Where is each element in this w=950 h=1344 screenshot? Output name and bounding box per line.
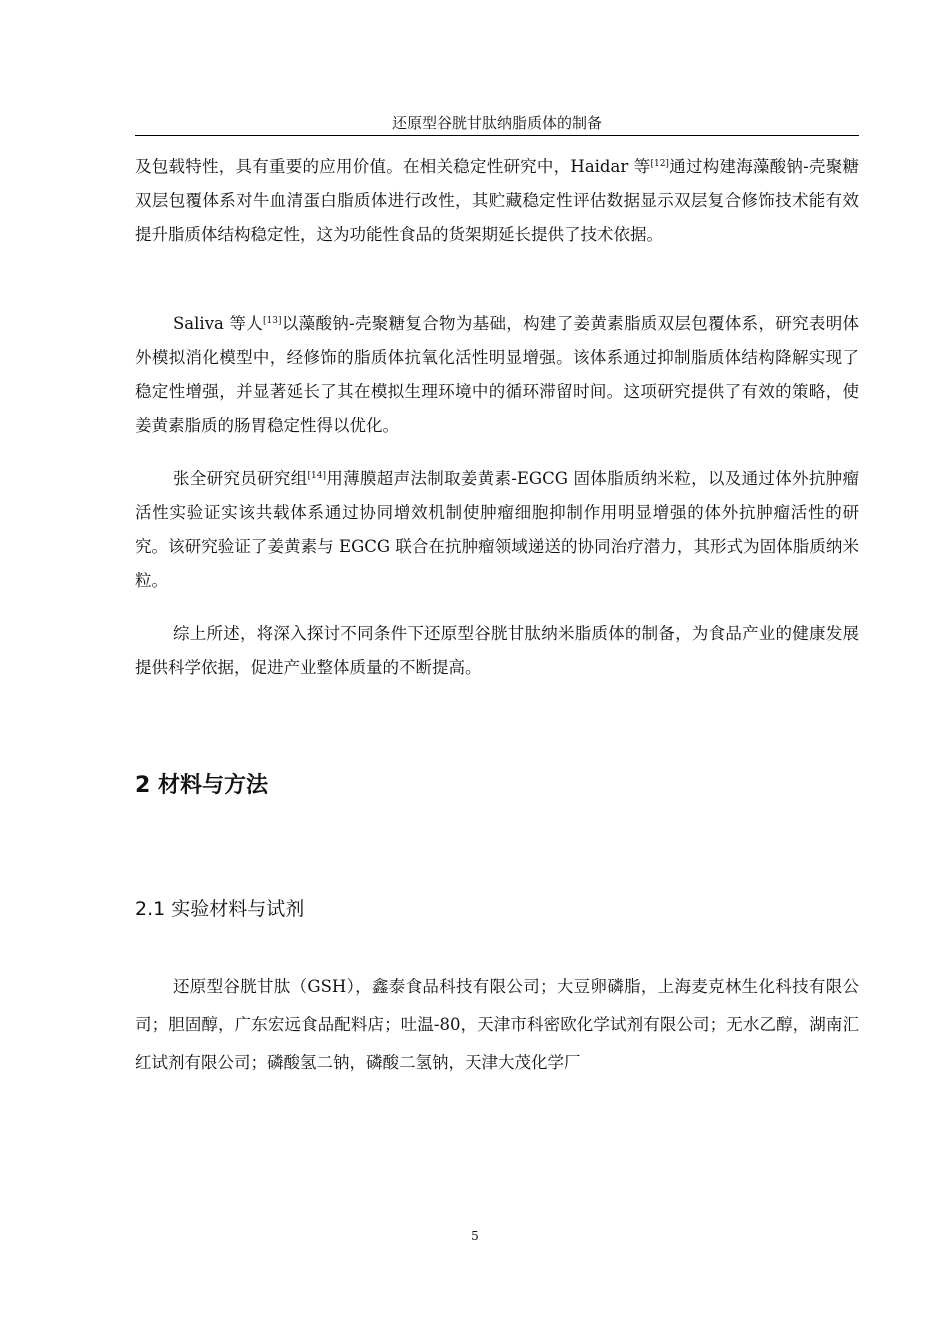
page-number: 5 [471,1229,479,1243]
paragraph-3-text-a: 张全研究员研究组 [173,469,308,488]
citation-12: [12] [650,159,669,169]
paragraph-1-text-a: 及包载特性，具有重要的应用价值。在相关稳定性研究中，Haidar 等 [135,157,651,176]
paragraph-2 [135,307,859,443]
paragraph-3 [135,462,859,598]
paragraph-1-text-b: 通过构建海藻酸钠-壳聚糖双层包覆体系对牛血清蛋白脂质体进行改性，其贮藏稳定性评估数据显示双层复合修饰技术能有效提升脂质体结构稳定性，这为功能性食品的货架期延长提供了技术依据。 [135,157,859,244]
section-heading: 2 材料与方法 [135,773,268,798]
citation-13: [13] [263,316,282,326]
header-title: 还原型谷胱甘肽纳脂质体的制备 [391,114,602,132]
citation-14: [14] [307,471,327,481]
paragraph-2-text-a: Saliva 等人 [173,314,264,333]
materials-paragraph: 还原型谷胱甘肽（GSH），鑫泰食品科技有限公司；大豆卵磷脂，上海麦克林生化科技有限公司；胆固醇，广东宏远食品配料店；吐温-80，天津市科密欧化学试剂有限公司；无水乙醇，湖南汇红试剂有限公司；磷酸氢二钠，磷酸二氢钠，天津大茂化学厂 [135,977,859,1072]
paragraph-4: 综上所述，将深入探讨不同条件下还原型谷胱甘肽纳米脂质体的制备，为食品产业的健康发展提供科学依据，促进产业整体质量的不断提高。 [135,624,859,677]
paragraph-2-text-b: 以藻酸钠-壳聚糖复合物为基础，构建了姜黄素脂质双层包覆体系，研究表明体外模拟消化模型中，经修饰的脂质体抗氧化活性明显增强。该体系通过抑制脂质体结构降解实现了稳定性增强，并显著延长了其在模拟生理环境中的循环滞留时间。这项研究提供了有效的策略，使姜黄素脂质的肠胃稳定性得以优化。 [135,314,860,435]
paragraph-3-text-b: 用薄膜超声法制取姜黄素-EGCG 固体脂质纳米粒，以及通过体外抗肿瘤活性实验证实该共载体系通过协同增效机制使肿瘤细胞抑制作用明显增强的体外抗肿瘤活性的研究。该研究验证了姜黄素与 EGCG 联合在抗肿瘤领域递送的协同治疗潜力，其形式为固体脂质纳米粒。 [135,469,860,590]
paragraph-1 [135,150,859,252]
page-header [135,113,859,136]
subsection-heading: 2.1 实验材料与试剂 [135,898,305,920]
